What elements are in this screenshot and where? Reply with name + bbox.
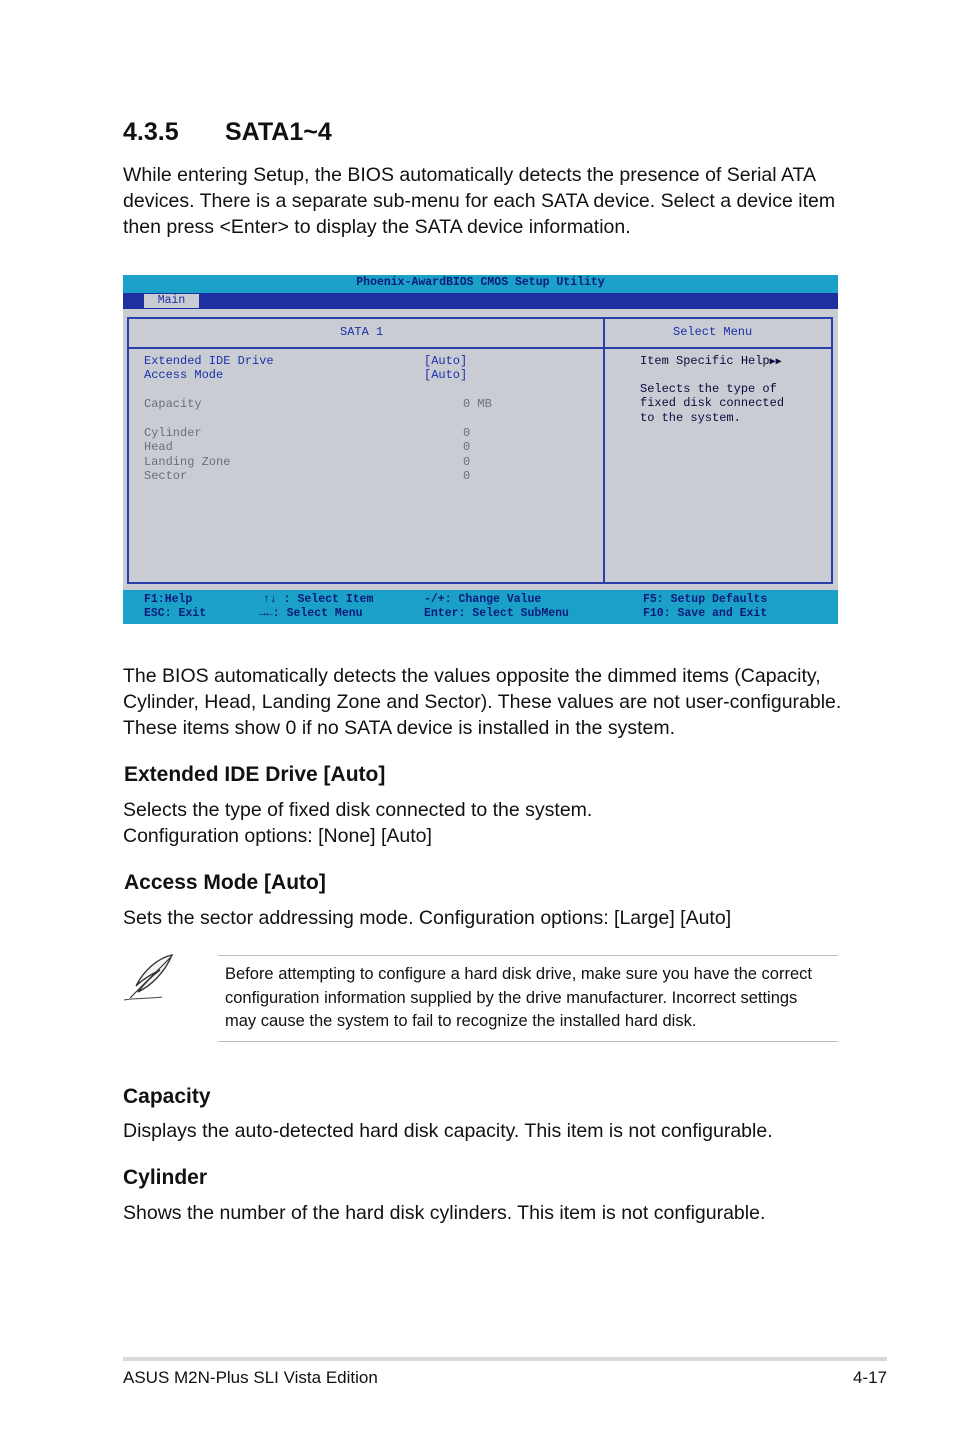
key-setup-defaults: F5: Setup Defaults bbox=[643, 593, 768, 606]
footer-rule bbox=[123, 1357, 887, 1361]
extended-ide-heading: Extended IDE Drive [Auto] bbox=[124, 763, 386, 786]
note-text: Before attempting to configure a hard disk drive, make sure you have the correct configuration information supplied by the drive manufacturer. Incorrect settings may cause the system to fail to recognize the installed hard disk. bbox=[225, 965, 812, 1030]
key-f1-help: F1:Help bbox=[144, 593, 193, 606]
key-select-menu: →←: Select Menu bbox=[259, 607, 363, 620]
bios-divider bbox=[603, 317, 605, 584]
bios-help-line: fixed disk connected bbox=[640, 396, 785, 410]
access-mode-heading: Access Mode [Auto] bbox=[124, 871, 326, 894]
feather-pen-icon bbox=[122, 952, 178, 1004]
bios-help-line: to the system. bbox=[640, 411, 741, 425]
section-number: 4.3.5 bbox=[123, 118, 179, 146]
cylinder-heading: Cylinder bbox=[123, 1166, 208, 1189]
bios-info-sector-value: 0 bbox=[463, 469, 471, 483]
bios-help-title: Select Menu bbox=[673, 325, 753, 339]
key-select-submenu: Enter: Select SubMenu bbox=[424, 607, 569, 620]
bios-tab-main[interactable]: Main bbox=[144, 294, 199, 308]
key-esc-exit: ESC: Exit bbox=[144, 607, 207, 620]
key-select-item: ↑↓ : Select Item bbox=[263, 593, 374, 606]
bios-info-sector: Sector bbox=[144, 469, 188, 483]
bios-info-landing-zone: Landing Zone bbox=[144, 455, 231, 469]
key-save-exit: F10: Save and Exit bbox=[643, 607, 768, 620]
section-heading bbox=[123, 118, 332, 147]
intro-paragraph: While entering Setup, the BIOS automatically detects the presence of Serial ATA devices. There is a separate sub-menu for each SATA device. Select a device item then press <Enter> to display the SATA device information. bbox=[123, 164, 836, 238]
bios-info-landing-zone-value: 0 bbox=[463, 455, 471, 469]
extended-ide-description: Selects the type of fixed disk connected to the system. bbox=[123, 799, 593, 821]
bios-key-legend bbox=[123, 590, 838, 624]
bios-item-extended-ide[interactable]: Extended IDE Drive bbox=[144, 354, 274, 368]
bios-info-head-value: 0 bbox=[463, 440, 471, 454]
capacity-description: Displays the auto-detected hard disk capacity. This item is not configurable. bbox=[123, 1120, 773, 1142]
capacity-heading: Capacity bbox=[123, 1085, 211, 1108]
bios-menubar bbox=[123, 293, 838, 309]
bios-info-head: Head bbox=[144, 440, 173, 454]
note-bottom-rule bbox=[218, 1041, 838, 1042]
bios-panel-title: SATA 1 bbox=[340, 325, 384, 339]
bios-help-line: Selects the type of bbox=[640, 382, 777, 396]
extended-ide-options: Configuration options: [None] [Auto] bbox=[123, 825, 432, 847]
footer-product-name: ASUS M2N-Plus SLI Vista Edition bbox=[123, 1368, 378, 1387]
bios-screen bbox=[123, 275, 838, 624]
double-arrow-icon: ▶▶ bbox=[769, 357, 782, 368]
cylinder-description: Shows the number of the hard disk cylinders. This item is not configurable. bbox=[123, 1202, 766, 1224]
bios-header-line bbox=[127, 347, 833, 349]
bios-info-cylinder-value: 0 bbox=[463, 426, 471, 440]
section-title: SATA1~4 bbox=[225, 118, 332, 146]
note-top-rule bbox=[218, 955, 838, 956]
access-mode-description: Sets the sector addressing mode. Configuration options: [Large] [Auto] bbox=[123, 907, 732, 929]
bios-info-cylinder: Cylinder bbox=[144, 426, 202, 440]
bios-info-capacity-value: 0 MB bbox=[463, 397, 492, 411]
bios-help-heading: Item Specific Help▶▶ bbox=[640, 354, 782, 368]
dimmed-items-paragraph: The BIOS automatically detects the values opposite the dimmed items (Capacity, Cylinder, Head, Landing Zone and Sector). These values are not user-configurable. These items show 0 if no SATA device is installed in the system. bbox=[123, 665, 842, 739]
footer-page-number: 4-17 bbox=[852, 1368, 887, 1387]
bios-title: Phoenix-AwardBIOS CMOS Setup Utility bbox=[123, 275, 838, 293]
bios-item-access-mode[interactable]: Access Mode bbox=[144, 368, 224, 382]
bios-info-capacity: Capacity bbox=[144, 397, 202, 411]
bios-value-extended-ide[interactable]: [Auto] bbox=[424, 354, 468, 368]
bios-value-access-mode[interactable]: [Auto] bbox=[424, 368, 468, 382]
key-change-value: -/+: Change Value bbox=[424, 593, 542, 606]
